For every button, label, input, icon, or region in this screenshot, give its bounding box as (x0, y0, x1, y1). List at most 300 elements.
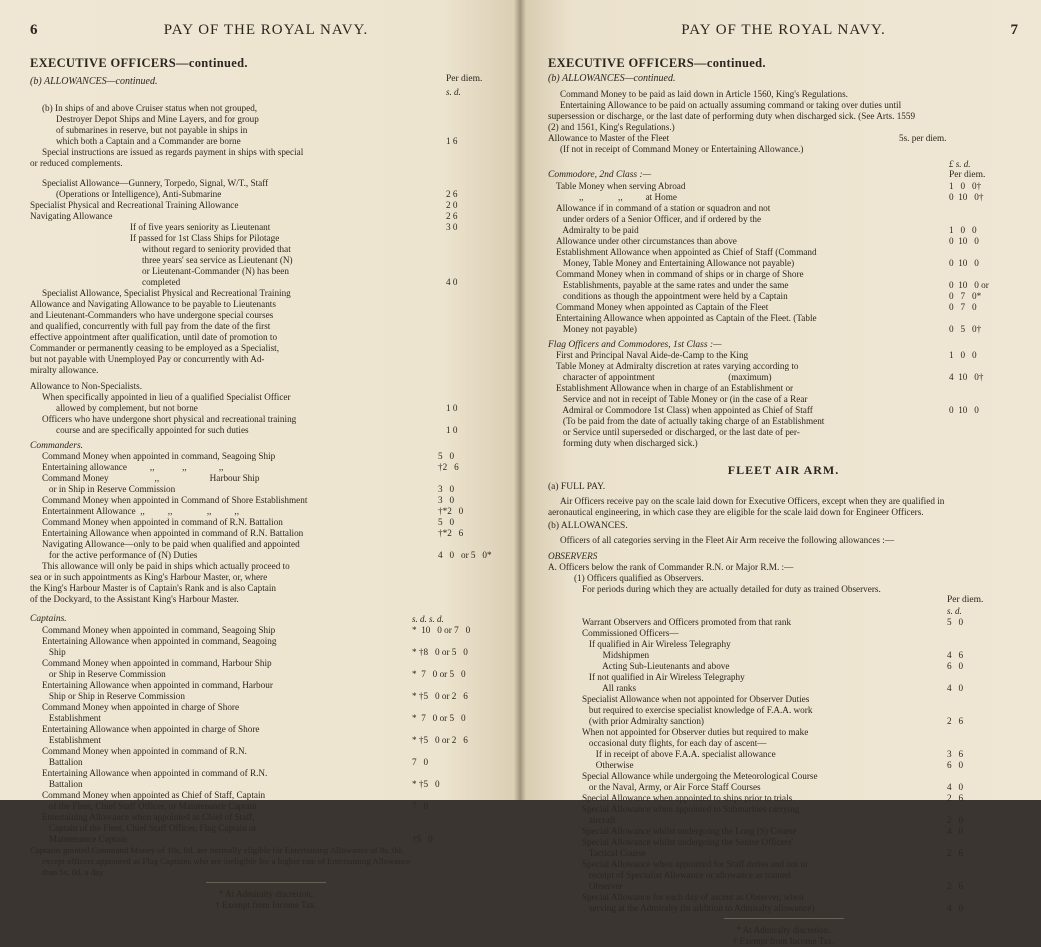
row-label: or the Naval, Army, or Air Force Staff Courses (582, 782, 761, 792)
left-running-head: PAY OF THE ROYAL NAVY. (163, 22, 369, 38)
row-label: Command Money when appointed as Captain of the Fleet (556, 302, 769, 312)
row-value (412, 746, 502, 757)
row-label: Money, Table Money and Entertaining Allowance not payable) (556, 258, 795, 268)
row-value: * †5 0 or 2 6 (412, 691, 468, 701)
row-label: Allowance if in command of a station or squadron and not (556, 203, 771, 213)
right-footnote-rule (724, 918, 844, 919)
commanders-heading: Commanders. (30, 441, 84, 451)
row-value: 1 0 0 (949, 350, 977, 360)
right-subsection: (b) ALLOWANCES—continued. (548, 73, 676, 84)
row-label: Ship (42, 647, 66, 657)
row-value: * 7 0 or 5 0 (412, 713, 466, 723)
row-value: 2 6 (947, 848, 964, 858)
table-row (548, 683, 1019, 694)
table-row (548, 214, 1019, 225)
row-label: Ship or Ship in Reserve Commission (42, 691, 185, 701)
row-label: or Ship in Reserve Commission (42, 669, 166, 679)
cap-note-0: Captains granted Command Money of 10s. 0d. are normally eligible for Entertaining Allowance of 8s. 0d. (30, 845, 404, 855)
row-value (947, 859, 1019, 870)
cmd-note-3: of the Dockyard, to the Assistant King's Harbour Master. (30, 594, 239, 604)
intro-0: Command Money to be paid as laid down in Article 1560, King's Regulations. (560, 89, 848, 99)
table-row (548, 258, 1019, 269)
nav-five-value: 3 0 (446, 222, 458, 232)
non-spec-1-value: 1 0 (446, 403, 458, 413)
table-row (30, 669, 502, 680)
full-pay-text-1: aeronautical engineering, in which case they are eligible for the scale laid down for Engineer Officers. (548, 507, 924, 517)
row-label: occasional duty flights, for each day of ascent— (582, 738, 767, 748)
table-row (30, 768, 502, 779)
spec-para-5: Commander or permanently ceasing to be employed as a Specialist, (30, 343, 280, 353)
row-label: but required to exercise specialist knowledge of F.A.A. work (582, 705, 813, 715)
row-label: for the active performance of (N) Duties (42, 550, 198, 560)
table-row (30, 812, 502, 823)
table-row (30, 473, 502, 484)
row-label: Money not payable) (556, 324, 637, 334)
row-value: 2 6 (947, 716, 964, 726)
row-label: Command Money when in command of ships or in charge of Shore (556, 269, 804, 279)
row-value: 4 0 or 5 0* (438, 550, 492, 560)
row-label: Special Allowance while undergoing the Meteorological Course (582, 771, 818, 781)
row-label: Establishment Allowance when in charge of an Establishment or (556, 383, 794, 393)
table-row (30, 647, 502, 658)
obs-1: (1) Officers qualified as Observers. (574, 573, 704, 583)
table-row (548, 859, 1019, 870)
table-row (30, 746, 502, 757)
row-value: 7 0 (412, 757, 429, 767)
non-spec-1-1: allowed by complement, but not borne (56, 403, 198, 413)
table-row (548, 661, 1019, 672)
row-label: Entertaining Allowance when appointed as Chief of Staff, (42, 812, 255, 822)
row-label: Establishment (42, 713, 101, 723)
row-value: * †5 0 (412, 779, 440, 789)
commodore-heading: Commodore, 2nd Class :— (548, 170, 652, 180)
table-row (548, 324, 1019, 335)
book-gutter (514, 0, 526, 800)
specialist-value: 2 6 (446, 189, 458, 199)
row-label: or in Ship in Reserve Commission (42, 484, 176, 494)
table-row (548, 192, 1019, 203)
left-footnote-2: † Exempt from Income Tax. (215, 900, 317, 910)
row-value: 4 0 (947, 903, 964, 913)
table-row (548, 372, 1019, 383)
row-value: * †5 0 or 2 6 (412, 735, 468, 745)
table-row (548, 804, 1019, 815)
table-row (30, 823, 502, 834)
table-row (30, 834, 502, 845)
observers-table (548, 617, 1019, 914)
table-row (30, 801, 502, 812)
table-row (548, 749, 1019, 760)
row-value: 3 0 (438, 495, 455, 505)
row-label: Special Allowance when appointed for Staff duties and not in (582, 859, 808, 869)
table-row (30, 517, 502, 528)
row-label: Admiral or Commodore 1st Class) when appointed as Chief of Staff (556, 405, 813, 415)
right-per-diem: Per diem. (949, 170, 986, 180)
commanders-table (30, 451, 502, 561)
left-footnote-1: * At Admiralty discretion. (219, 889, 313, 899)
table-row (548, 361, 1019, 372)
row-value (947, 672, 1019, 683)
row-label: Midshipmen (582, 650, 650, 660)
row-label: of the Fleet, Chief Staff Officer, or Maintenance Captain (42, 801, 257, 811)
table-row (30, 495, 502, 506)
row-label: Entertaining allowance ,, ,, ,, (42, 462, 224, 472)
spec-para-1: Allowance and Navigating Allowance to be payable to Lieutenants (30, 299, 276, 309)
left-sd: s. d. (446, 87, 461, 97)
row-value: 5 0 (947, 617, 964, 627)
row-label: Entertaining Allowance when appointed in command, Seagoing (42, 636, 277, 646)
row-label: under orders of a Senior Officer, and if ordered by the (556, 214, 762, 224)
table-row (548, 881, 1019, 892)
non-spec-2-1: course and are specifically appointed for such duties (56, 425, 249, 435)
row-label: Allowance under other circumstances than above (556, 236, 737, 246)
row-label: Command Money when appointed in command of R.N. Battalion (42, 517, 283, 527)
row-value: 3 6 (947, 749, 964, 759)
row-value: * 7 0 or 5 0 (412, 669, 466, 679)
table-row (548, 694, 1019, 705)
nav-passed-3: or Lieutenant-Commander (N) has been (142, 266, 289, 276)
row-label: Tactical Course (582, 848, 646, 858)
row-value: 5 0 (438, 451, 455, 461)
row-label: Special Allowance when appointed to ships prior to trials (582, 793, 793, 803)
table-row (548, 760, 1019, 771)
row-value (412, 702, 502, 713)
master-value: 5s. per diem. (899, 133, 947, 143)
cruiser-line-0: (b) In ships of and above Cruiser status when not grouped, (42, 103, 258, 113)
table-row (30, 550, 502, 561)
row-value: * †8 0 or 5 0 (412, 647, 468, 657)
master-note: (If not in receipt of Command Money or Entertaining Allowance.) (560, 144, 804, 154)
table-row (548, 650, 1019, 661)
table-row (30, 724, 502, 735)
row-value (949, 438, 1019, 449)
row-label: Navigating Allowance—only to be paid when qualified and appointed (42, 539, 300, 549)
table-row (548, 705, 1019, 716)
row-value: †*2 0 (438, 506, 464, 516)
row-label: Observer (582, 881, 623, 891)
row-label: Entertaining Allowance when appointed as Captain of the Fleet. (Table (556, 313, 817, 323)
row-value: 2 6 (947, 793, 964, 803)
row-value: 4 0 (947, 683, 964, 693)
row-value (412, 658, 502, 669)
row-value (412, 812, 502, 823)
row-value: 0 10 0 (949, 405, 979, 415)
row-value: 0 10 0 (949, 236, 979, 246)
row-label: Table Money at Admiralty discretion at rates varying according to (556, 361, 799, 371)
row-label: Battalion (42, 757, 83, 767)
row-label: Admiralty to be paid (556, 225, 639, 235)
row-label: Special Allowance for each day of ascent as Observer, when (582, 892, 804, 902)
intro-1: Entertaining Allowance to be paid on actually assuming command or taking over duties until (560, 100, 902, 110)
row-value (412, 680, 502, 691)
row-label: If not qualified in Air Wireless Telegraphy (582, 672, 745, 682)
table-row (30, 702, 502, 713)
row-value: 5 0 (438, 517, 455, 527)
non-spec-2-value: 1 0 (446, 425, 458, 435)
row-label: Otherwise (582, 760, 634, 770)
row-value: 0 7 0 (949, 302, 977, 312)
allowances-text: Officers of all categories serving in the Fleet Air Arm receive the following allowances :— (560, 535, 895, 545)
captains-col-head: s. d. s. d. (412, 614, 444, 624)
obs-sd: s. d. (947, 606, 962, 616)
table-row (548, 727, 1019, 738)
row-value (438, 539, 502, 550)
row-label: Entertaining Allowance when appointed in charge of Shore (42, 724, 260, 734)
table-row (548, 716, 1019, 727)
table-row (548, 771, 1019, 782)
table-row (30, 539, 502, 550)
row-value: * 10 0 or 7 0 (412, 625, 471, 635)
non-spec-2-0: Officers who have undergone short physical and recreational training (42, 414, 297, 424)
row-label: Specialist Allowance when not appointed for Observer Duties (582, 694, 810, 704)
row-value: 4 0 (947, 782, 964, 792)
cap-note-2: than 5s. 0d. a day. (42, 867, 106, 877)
table-row (548, 782, 1019, 793)
table-row (548, 383, 1019, 394)
table-row (30, 680, 502, 691)
table-row (548, 236, 1019, 247)
row-label: Service and not in receipt of Table Money or (in the case of a Rear (556, 394, 808, 404)
row-label: Entertainment Allowance ,, ,, ,, ,, (42, 506, 239, 516)
left-footnote-rule (206, 882, 326, 883)
left-page (0, 0, 520, 910)
row-value (949, 313, 1019, 324)
row-label: When not appointed for Observer duties but required to make (582, 727, 809, 737)
non-spec-1-0: When specifically appointed in lieu of a qualified Specialist Officer (42, 392, 291, 402)
row-value (949, 269, 1019, 280)
row-value (947, 639, 1019, 650)
table-row (30, 779, 502, 790)
table-row (548, 672, 1019, 683)
row-label: ,, ,, at Home (556, 192, 677, 202)
row-value (412, 823, 502, 834)
table-row (548, 269, 1019, 280)
row-label: If qualified in Air Wireless Telegraphy (582, 639, 731, 649)
table-row (548, 313, 1019, 324)
table-row (548, 617, 1019, 628)
row-value: 3 0 (438, 484, 455, 494)
right-footnote-2: † Exempt from Income Tax. (732, 936, 835, 946)
row-value: 6 0 (947, 760, 964, 770)
nav-passed-4: completed (142, 277, 181, 287)
physical-line: Specialist Physical and Recreational Training Allowance (30, 200, 239, 210)
row-label: Establishment Allowance when appointed as Chief of Staff (Command (556, 247, 817, 257)
table-row (548, 892, 1019, 903)
row-value: 7 0 (412, 801, 429, 811)
row-label: Command Money when appointed in command, Seagoing Ship (42, 625, 276, 635)
row-value (947, 628, 1019, 639)
navigating-line: Navigating Allowance (30, 211, 113, 221)
right-page-number: 7 (1010, 22, 1019, 38)
physical-value: 2 0 (446, 200, 458, 210)
captains-heading: Captains. (30, 614, 67, 624)
row-value: 2 6 (947, 881, 964, 891)
row-value: 4 0 (947, 826, 964, 836)
commodore-table (548, 181, 1019, 335)
row-value (949, 427, 1019, 438)
table-row (30, 484, 502, 495)
obs-per-diem: Per diem. (947, 595, 984, 605)
table-row (548, 837, 1019, 848)
row-label: Warrant Observers and Officers promoted from that rank (582, 617, 792, 627)
master-line: Allowance to Master of the Fleet (548, 133, 670, 143)
row-value: 0 5 0† (949, 324, 982, 334)
right-running-head: PAY OF THE ROYAL NAVY. (681, 22, 886, 38)
table-row (548, 793, 1019, 804)
row-label: serving at the Admiralty (in addition to Admiralty allowance) (582, 903, 815, 913)
row-label: Establishment (42, 735, 101, 745)
spec-para-3: and qualified, concurrently with full pay from the date of the first (30, 321, 271, 331)
table-row (30, 757, 502, 768)
row-value: 6 0 (947, 661, 964, 671)
row-label: Table Money when serving Abroad (556, 181, 686, 191)
row-label: receipt of Specialist Allowance or allowance as trained (582, 870, 791, 880)
captains-table (30, 625, 502, 845)
table-row (548, 848, 1019, 859)
row-label: All ranks (582, 683, 637, 693)
nav-five-line: If of five years seniority as Lieutenant (130, 222, 271, 232)
intro-2: supersession or discharge, or the last date of performing duty when discharged sick. (See Arts. 1559 (548, 111, 916, 121)
table-row (30, 658, 502, 669)
left-section-title: EXECUTIVE OFFICERS—continued. (30, 56, 248, 70)
table-row (30, 691, 502, 702)
spec-para-7: miralty allowance. (30, 365, 99, 375)
row-value (949, 383, 1019, 394)
row-value: 1 0 0† (949, 181, 982, 191)
row-value: 0 7 0* (949, 291, 982, 301)
row-label: Commissioned Officers— (582, 628, 679, 638)
left-page-number: 6 (30, 22, 39, 38)
row-label: Special Allowance whilst undergoing the Long (S) Course (582, 826, 797, 836)
table-row (548, 350, 1019, 361)
row-value: †*2 6 (438, 528, 464, 538)
row-label: conditions as though the appointment were held by a Captain (556, 291, 788, 301)
row-value (949, 394, 1019, 405)
row-value (949, 361, 1019, 372)
row-label: Captain of the Fleet, Chief Staff Officer, Flag Captain or (42, 823, 257, 833)
special-instr-1: or reduced complements. (30, 158, 123, 168)
cruiser-line-2: of submarines in reserve, but not payable in ships in (56, 125, 248, 135)
right-footnote-1: * At Admiralty discretion. (736, 925, 831, 935)
row-value (947, 727, 1019, 738)
table-row (548, 291, 1019, 302)
row-value (412, 790, 502, 801)
cmd-note-1: sea or in such appointments as King's Harbour Master, or, where (30, 572, 268, 582)
special-instr-0: Special instructions are issued as regards payment in ships with special (42, 147, 304, 157)
table-row (30, 506, 502, 517)
table-row (548, 225, 1019, 236)
row-value (947, 738, 1019, 749)
specialist-line-0: Specialist Allowance—Gunnery, Torpedo, Signal, W/T., Staff (42, 178, 269, 188)
flag-heading: Flag Officers and Commodores, 1st Class :— (548, 340, 722, 350)
row-label: Command Money when appointed in Command of Shore Establishment (42, 495, 308, 505)
row-label: Command Money when appointed in charge of Shore (42, 702, 240, 712)
row-value (949, 214, 1019, 225)
faa-title: FLEET AIR ARM. (727, 463, 840, 477)
table-row (548, 628, 1019, 639)
row-value (949, 416, 1019, 427)
table-row (548, 870, 1019, 881)
left-subsection: (b) ALLOWANCES—continued. (30, 76, 158, 87)
table-row (548, 394, 1019, 405)
table-row (548, 203, 1019, 214)
table-row (30, 462, 502, 473)
table-row (548, 815, 1019, 826)
table-row (548, 302, 1019, 313)
right-lsd: £ s. d. (949, 159, 971, 169)
row-label: Entertaining Allowance when appointed in command, Harbour (42, 680, 273, 690)
spec-para-2: and Lieutenant-Commanders who have undergone special courses (30, 310, 274, 320)
row-label: First and Principal Naval Aide-de-Camp to the King (556, 350, 749, 360)
nav-passed-value: 4 0 (446, 277, 458, 287)
row-value: †2 6 (438, 462, 459, 472)
right-section-title: EXECUTIVE OFFICERS—continued. (548, 56, 766, 70)
table-row (548, 438, 1019, 449)
row-label: (with prior Admiralty sanction) (582, 716, 704, 726)
row-value (412, 636, 502, 647)
row-value (947, 694, 1019, 705)
row-value (947, 705, 1019, 716)
allowances-heading: (b) ALLOWANCES. (548, 521, 628, 531)
observers-heading: OBSERVERS (548, 551, 598, 561)
flag-table (548, 350, 1019, 449)
table-row (30, 790, 502, 801)
left-header (30, 22, 502, 44)
row-value: 4 10 0† (949, 372, 984, 382)
row-label: Command Money when appointed as Chief of Staff, Captain (42, 790, 266, 800)
row-label: or Service until superseded or discharged, or the last date of per- (556, 427, 800, 437)
row-value: 4 6 (947, 650, 964, 660)
cmd-note-2: the King's Harbour Master is of Captain's Rank and is also Captain (30, 583, 276, 593)
left-per-diem: Per diem. (446, 74, 483, 84)
table-row (548, 826, 1019, 837)
nav-passed-0: If passed for 1st Class Ships for Pilotage (130, 233, 280, 243)
row-label: Battalion (42, 779, 83, 789)
table-row (548, 181, 1019, 192)
table-row (30, 713, 502, 724)
row-label: Establishments, payable at the same rates and under the same (556, 280, 789, 290)
row-label: Maintenance Captain (42, 834, 128, 844)
row-value (947, 870, 1019, 881)
row-value (947, 837, 1019, 848)
full-pay-text-0: Air Officers receive pay on the scale laid down for Executive Officers, except when they are qualified in (560, 496, 945, 506)
row-label: Command Money when appointed in command of R.N. (42, 746, 247, 756)
spec-para-6: but not payable with Unemployed Pay or concurrently with Ad- (30, 354, 265, 364)
table-row (30, 451, 502, 462)
table-row (30, 528, 502, 539)
intro-3: (2) and 1561, King's Regulations.) (548, 122, 675, 132)
spec-para-4: effective appointment after qualification, until date of promotion to (30, 332, 278, 342)
row-value (412, 724, 502, 735)
row-value (412, 768, 502, 779)
row-value: 0 10 0 (949, 258, 979, 268)
cmd-note-0: This allowance will only be paid in ships which actually proceed to (42, 561, 290, 571)
row-value: 0 10 0 or (949, 280, 989, 290)
row-label: Entertaining Allowance when appointed in command of R.N. Battalion (42, 528, 304, 538)
obs-a: A. Officers below the rank of Commander R.N. or Major R.M. :— (548, 562, 794, 572)
row-value (949, 203, 1019, 214)
table-row (548, 639, 1019, 650)
row-value (949, 247, 1019, 258)
obs-1b: For periods during which they are actually detailed for duty as trained Observers. (582, 584, 881, 594)
table-row (30, 625, 502, 636)
table-row (548, 247, 1019, 258)
row-label: Command Money when appointed in command, Harbour Ship (42, 658, 272, 668)
table-row (548, 738, 1019, 749)
cruiser-line-1: Destroyer Depot Ships and Mine Layers, and for group (56, 114, 259, 124)
row-label: Special Allowance when appointed to Submarines carrying (582, 804, 800, 814)
cap-note-1: except officers appointed as Flag Captains who are ineligible for a higher rate of Entertaining Allowance (42, 856, 411, 866)
